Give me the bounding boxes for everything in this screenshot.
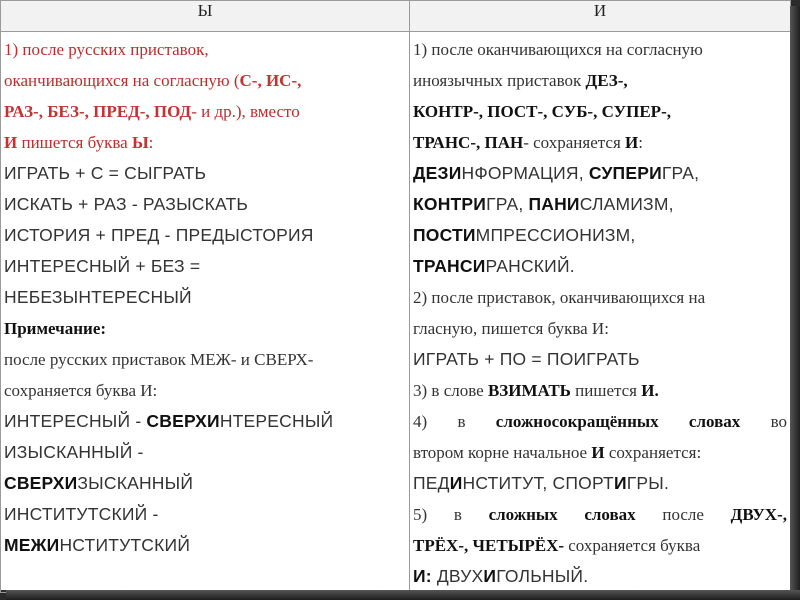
header-i: И xyxy=(410,1,791,32)
prefix-list: РАЗ-, БЕЗ-, ПРЕД-, ПОД xyxy=(4,102,192,121)
right-rule-line: КОНТР-, ПОСТ-, СУБ-, СУПЕР-, xyxy=(413,102,671,121)
example-line: ПЕДИНСТИТУТ, СПОРТИГРЫ. xyxy=(413,473,670,493)
example-line: КОНТРИГРА, ПАНИСЛАМИЗМ, xyxy=(413,194,674,214)
left-rule-line: РАЗ-, БЕЗ-, ПРЕД-, ПОД- и др.), вместо xyxy=(4,102,300,121)
right-rule-line: 1) после оканчивающихся на согласную xyxy=(413,40,703,59)
example-line: ДЕЗИНФОРМАЦИЯ, СУПЕРИГРА, xyxy=(413,163,700,183)
left-rule-line: И пишется буква Ы: xyxy=(4,133,154,152)
right-rule-line: 3) в слове ВЗИМАТЬ пишется И. xyxy=(413,381,659,400)
example-line: ИНТЕРЕСНЫЙ + БЕЗ = xyxy=(4,256,201,276)
right-rule-line: 2) после приставок, оканчивающихся на xyxy=(413,288,706,307)
right-rule-line: гласную, пишется буква И: xyxy=(413,319,609,338)
note-title: Примечание: xyxy=(4,319,107,338)
note-example-line: МЕЖИНСТИТУТСКИЙ xyxy=(4,535,191,555)
right-rule-line: ТРАНС-, ПАН- сохраняется И: xyxy=(413,133,643,152)
right-rule-line: ТРЁХ-, ЧЕТЫРЁХ- сохраняется буква xyxy=(413,536,701,555)
example-line: И: ДВУХИГОЛЬНЫЙ. xyxy=(413,566,589,586)
right-rule-line: 5) в сложных словах после ДВУХ-, xyxy=(413,505,787,524)
slide-shadow xyxy=(790,6,800,600)
example-line: ИСКАТЬ + РАЗ - РАЗЫСКАТЬ xyxy=(4,194,249,214)
right-rule-line: иноязычных приставок ДЕЗ-, xyxy=(413,71,628,90)
left-rule-line: оканчивающихся на согласную (С-, ИС-, xyxy=(4,71,302,90)
note-line: после русских приставок МЕЖ- и СВЕРХ- xyxy=(4,350,314,369)
note-example-line: ИНСТИТУТСКИЙ - xyxy=(4,504,159,524)
note-line: сохраняется буква И: xyxy=(4,381,158,400)
note-example-line: ИЗЫСКАННЫЙ - xyxy=(4,442,144,462)
prefix-list: С-, ИС-, xyxy=(239,71,302,90)
example-line: ИСТОРИЯ + ПРЕД - ПРЕДЫСТОРИЯ xyxy=(4,225,314,245)
left-rule-line: 1) после русских приставок, xyxy=(4,40,209,59)
right-rule-line: втором корне начальное И сохраняется: xyxy=(413,443,702,462)
right-rule-line: 4) в сложносокращённых словах во xyxy=(413,412,787,431)
example-line: ИГРАТЬ + ПО = ПОИГРАТЬ xyxy=(413,349,640,369)
header-y: Ы xyxy=(1,1,410,32)
example-line: НЕБЕЗЫНТЕРЕСНЫЙ xyxy=(4,287,192,307)
note-example-line: ИНТЕРЕСНЫЙ - СВЕРХИНТЕРЕСНЫЙ xyxy=(4,411,334,431)
example-line: ПОСТИМПРЕССИОНИЗМ, xyxy=(413,225,636,245)
right-column xyxy=(410,32,791,593)
slide-shadow xyxy=(6,590,800,600)
example-line: ТРАНСИРАНСКИЙ. xyxy=(413,256,575,276)
example-line: ИГРАТЬ + С = СЫГРАТЬ xyxy=(4,163,207,183)
note-example-line: СВЕРХИЗЫСКАННЫЙ xyxy=(4,473,194,493)
left-column xyxy=(1,32,410,593)
